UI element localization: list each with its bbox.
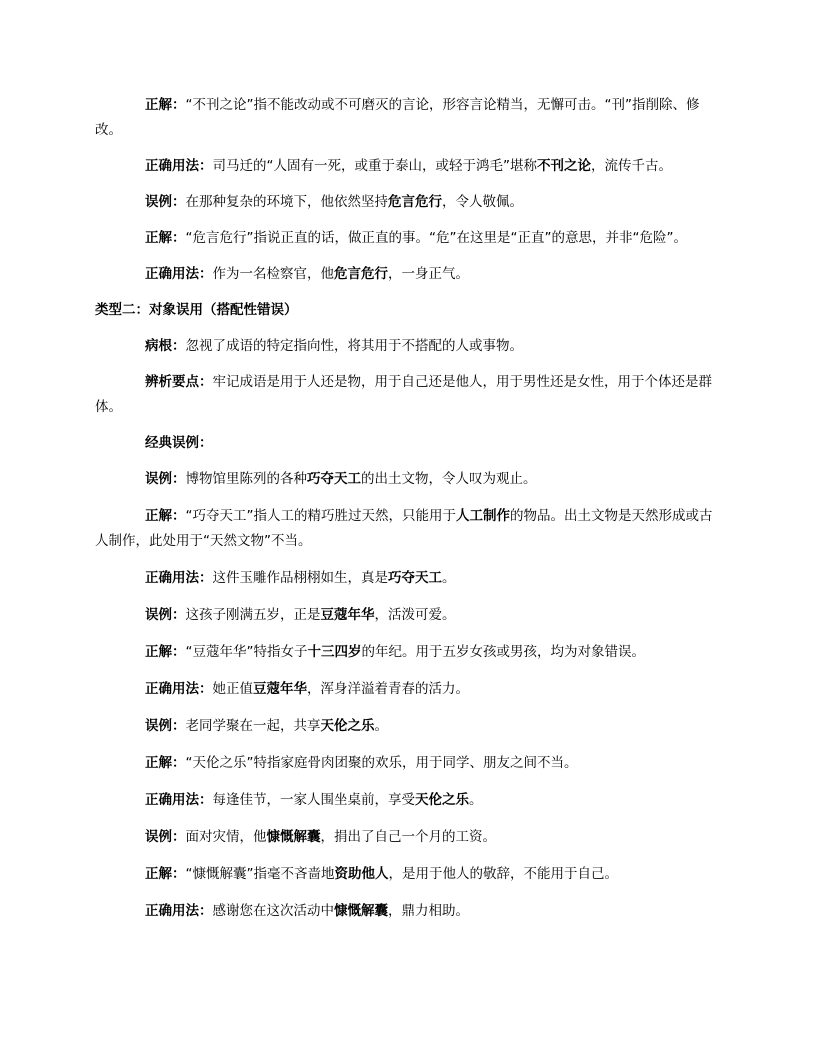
text: 面对灾情，他 [185,829,267,845]
idiom-highlight: 资助他人 [334,866,389,882]
text: 作为一名检察官，他 [212,266,334,282]
idiom-highlight: 豆蔻年华 [253,681,307,697]
section-heading [95,298,718,323]
paragraph-correct-usage [95,788,718,813]
paragraph-correct-explanation [95,751,718,776]
text: 。 [374,718,388,734]
text: ，是用于他人的敬辞，不能用于自己。 [388,866,618,882]
text: ，鼎力相助。 [388,903,469,919]
text: 的物品。出土文物是天然形成或古人制作，此处用于“天然文物”不当。 [95,508,713,549]
text: ，捐出了自己一个月的工资。 [320,829,496,845]
text: ，一身正气。 [388,266,469,282]
idiom-highlight: 慷慨解囊 [334,903,388,919]
text: 每逢佳节，一家人围坐桌前，享受 [212,792,415,808]
label-correct-usage: 正确用法： [145,158,213,174]
paragraph-correct-usage [95,154,718,179]
label-wrong-example: 误例： [145,471,186,487]
paragraph-wrong-example [95,467,718,492]
paragraph-correct-explanation [95,640,718,665]
section-heading-text: 对象误用（搭配性错误） [149,302,298,318]
idiom-highlight: 危言危行 [388,194,442,210]
text: ，浑身洋溢着青春的活力。 [307,681,469,697]
text: 这孩子刚满五岁，正是 [185,607,321,623]
paragraph-correct-explanation [95,504,718,554]
text: “巧夺天工”指人工的精巧胜过天然，只能用于 [185,508,456,524]
paragraph-wrong-example [95,714,718,739]
idiom-highlight: 危言危行 [334,266,388,282]
paragraph-key-points [95,370,718,420]
text: 博物馆里陈列的各种 [185,471,307,487]
text: 司马迁的“人固有一死，或重于泰山，或轻于鸿毛”堪称 [212,158,537,174]
label-correct-explanation: 正解： [145,644,186,660]
text: 的出土文物，令人叹为观止。 [361,471,537,487]
text: “豆蔻年华”特指女子 [185,644,308,660]
paragraph-wrong-example [95,603,718,628]
text: 感谢您在这次活动中 [212,903,334,919]
label-key-points: 辨析要点： [145,374,213,390]
label-correct-usage: 正确用法： [145,570,213,586]
paragraph-correct-usage [95,677,718,702]
idiom-highlight: 巧夺天工 [307,471,361,487]
label-wrong-example: 误例： [145,718,186,734]
idiom-highlight: 豆蔻年华 [320,607,375,623]
idiom-highlight: 巧夺天工 [388,570,442,586]
text: 她正值 [212,681,253,697]
text: ，活泼可爱。 [374,607,456,623]
paragraph-correct-usage [95,566,718,591]
text: 。 [442,570,456,586]
paragraph-wrong-example [95,825,718,850]
idiom-highlight: 不刊之论 [537,158,591,174]
paragraph-correct-explanation [95,862,718,887]
idiom-highlight: 十三四岁 [307,644,362,660]
text: ，流传千古。 [591,158,672,174]
text: “不刊之论”指不能改动或不可磨灭的言论，形容言论精当，无懈可击。“刊”指削除、修改。 [95,97,700,138]
text: 在那种复杂的环境下，他依然坚持 [185,194,388,210]
paragraph-wrong-example [95,190,718,215]
label-correct-explanation: 正解： [145,755,186,771]
paragraph-correct-usage [95,899,718,924]
section-heading-label: 类型二： [95,302,149,318]
label-wrong-example: 误例： [145,829,186,845]
text: “慷慨解囊”指毫不吝啬地 [185,866,335,882]
text: 这件玉雕作品栩栩如生，真是 [212,570,388,586]
label-correct-explanation: 正解： [145,866,186,882]
paragraph-root-cause [95,334,718,359]
label-correct-usage: 正确用法： [145,792,213,808]
label-wrong-example: 误例： [145,194,186,210]
text: ，令人敬佩。 [442,194,523,210]
label-correct-usage: 正确用法： [145,903,213,919]
idiom-highlight: 天伦之乐 [415,792,469,808]
paragraph-correct-explanation [95,226,718,251]
label-root-cause: 病根： [145,338,186,354]
text: 牢记成语是用于人还是物，用于自己还是他人，用于男性还是女性，用于个体还是群体。 [95,374,712,415]
text: “危言危行”指说正直的话，做正直的事。“危”在这里是“正直”的意思，并非“危险”。 [185,230,687,246]
label-correct-explanation: 正解： [145,230,186,246]
label-classic-examples: 经典误例： [145,435,213,451]
text: 老同学聚在一起，共享 [185,718,321,734]
paragraph-correct-usage [95,262,718,287]
paragraph-classic-examples [95,431,718,456]
label-correct-explanation: 正解： [145,508,186,524]
idiom-highlight: 天伦之乐 [320,718,375,734]
idiom-highlight: 人工制作 [456,508,510,524]
label-wrong-example: 误例： [145,607,186,623]
text: 忽视了成语的特定指向性，将其用于不搭配的人或事物。 [185,338,523,354]
text: “天伦之乐”特指家庭骨肉团聚的欢乐，用于同学、朋友之间不当。 [185,755,578,771]
idiom-highlight: 慷慨解囊 [266,829,321,845]
text: 。 [469,792,483,808]
paragraph-correct-explanation [95,93,718,143]
label-correct-usage: 正确用法： [145,681,213,697]
label-correct-usage: 正确用法： [145,266,213,282]
label-correct-explanation: 正解： [145,97,186,113]
document-body [95,93,718,924]
text: 的年纪。用于五岁女孩或男孩，均为对象错误。 [361,644,645,660]
